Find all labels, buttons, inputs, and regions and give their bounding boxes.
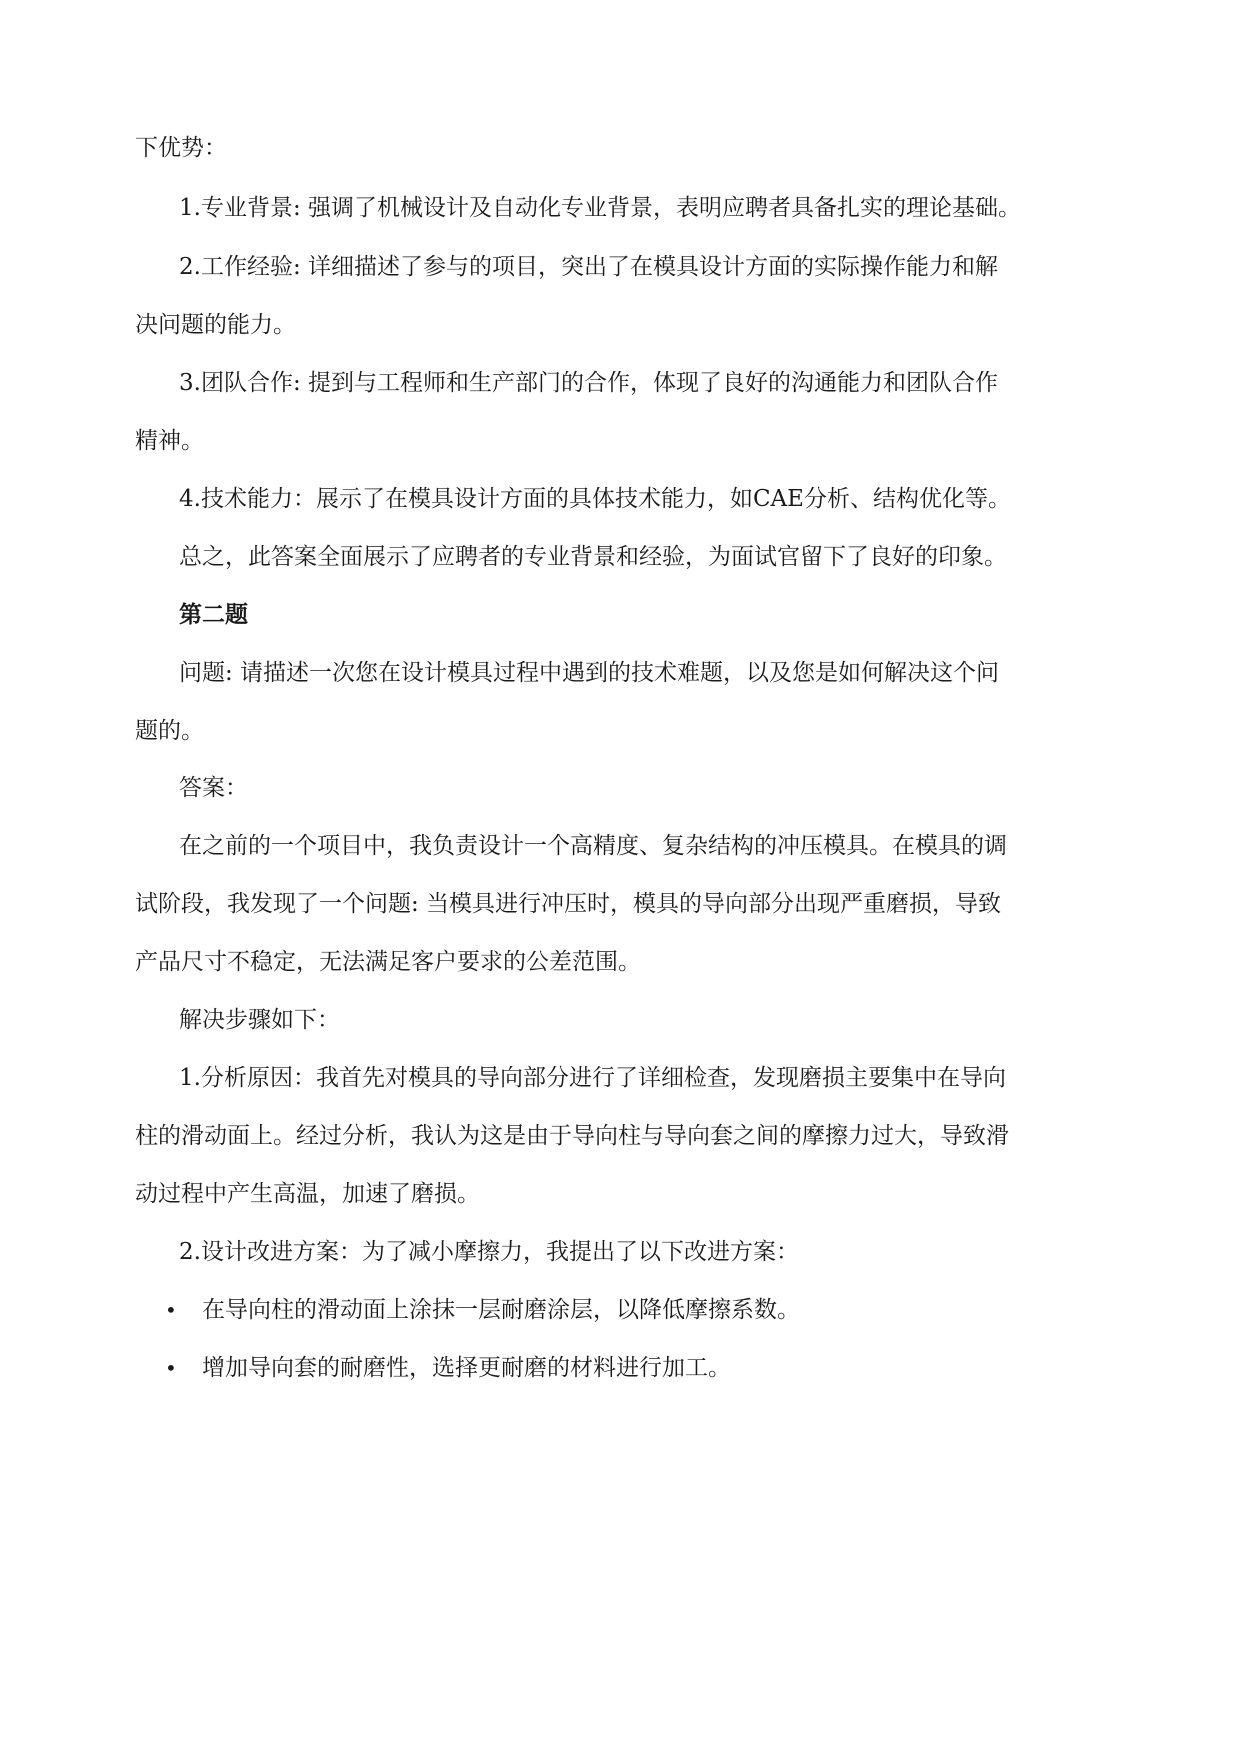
paragraph-line: 题的。 (135, 718, 204, 744)
paragraph-line: 2.设计改进方案：为了减小摩擦力，我提出了以下改进方案： (179, 1239, 799, 1265)
paragraph-line: 1.分析原因：我首先对模具的导向部分进行了详细检查，发现磨损主要集中在导向 (179, 1065, 1006, 1091)
paragraph-line: 总之，此答案全面展示了应聘者的专业背景和经验，为面试官留下了良好的印象。 (179, 544, 1007, 570)
paragraph-line: 决问题的能力。 (135, 312, 296, 338)
paragraph-line: 4.技术能力：展示了在模具设计方面的具体技术能力，如CAE分析、结构优化等。 (179, 486, 1011, 512)
paragraph-line: 试阶段，我发现了一个问题: 当模具进行冲压时，模具的导向部分出现严重磨损，导致 (135, 891, 1002, 917)
paragraph-line: 解决步骤如下： (179, 1007, 340, 1033)
paragraph-line: 答案： (179, 775, 248, 801)
list-item: 在导向柱的滑动面上涂抹一层耐磨涂层，以降低摩擦系数。 (202, 1297, 800, 1323)
bullet-icon: • (165, 1356, 177, 1380)
paragraph-line: 动过程中产生高温，加速了磨损。 (135, 1181, 480, 1207)
paragraph-line: 3.团队合作: 提到与工程师和生产部门的合作，体现了良好的沟通能力和团队合作 (179, 370, 999, 396)
paragraph-line: 精神。 (135, 428, 204, 454)
section-heading: 第二题 (179, 601, 248, 628)
list-item: 增加导向套的耐磨性，选择更耐磨的材料进行加工。 (202, 1355, 731, 1381)
paragraph-line: 在之前的一个项目中，我负责设计一个高精度、复杂结构的冲压模具。在模具的调 (179, 833, 1007, 859)
paragraph-line: 下优势： (135, 135, 227, 161)
paragraph-line: 问题: 请描述一次您在设计模具过程中遇到的技术难题，以及您是如何解决这个问 (179, 660, 1000, 686)
paragraph-line: 1.专业背景: 强调了机械设计及自动化专业背景，表明应聘者具备扎实的理论基础。 (179, 195, 1022, 221)
paragraph-line: 柱的滑动面上。经过分析，我认为这是由于导向柱与导向套之间的摩擦力过大，导致滑 (135, 1123, 1009, 1149)
paragraph-line: 2.工作经验: 详细描述了参与的项目，突出了在模具设计方面的实际操作能力和解 (179, 254, 999, 280)
bullet-icon: • (165, 1298, 177, 1322)
paragraph-line: 产品尺寸不稳定，无法满足客户要求的公差范围。 (135, 949, 641, 975)
